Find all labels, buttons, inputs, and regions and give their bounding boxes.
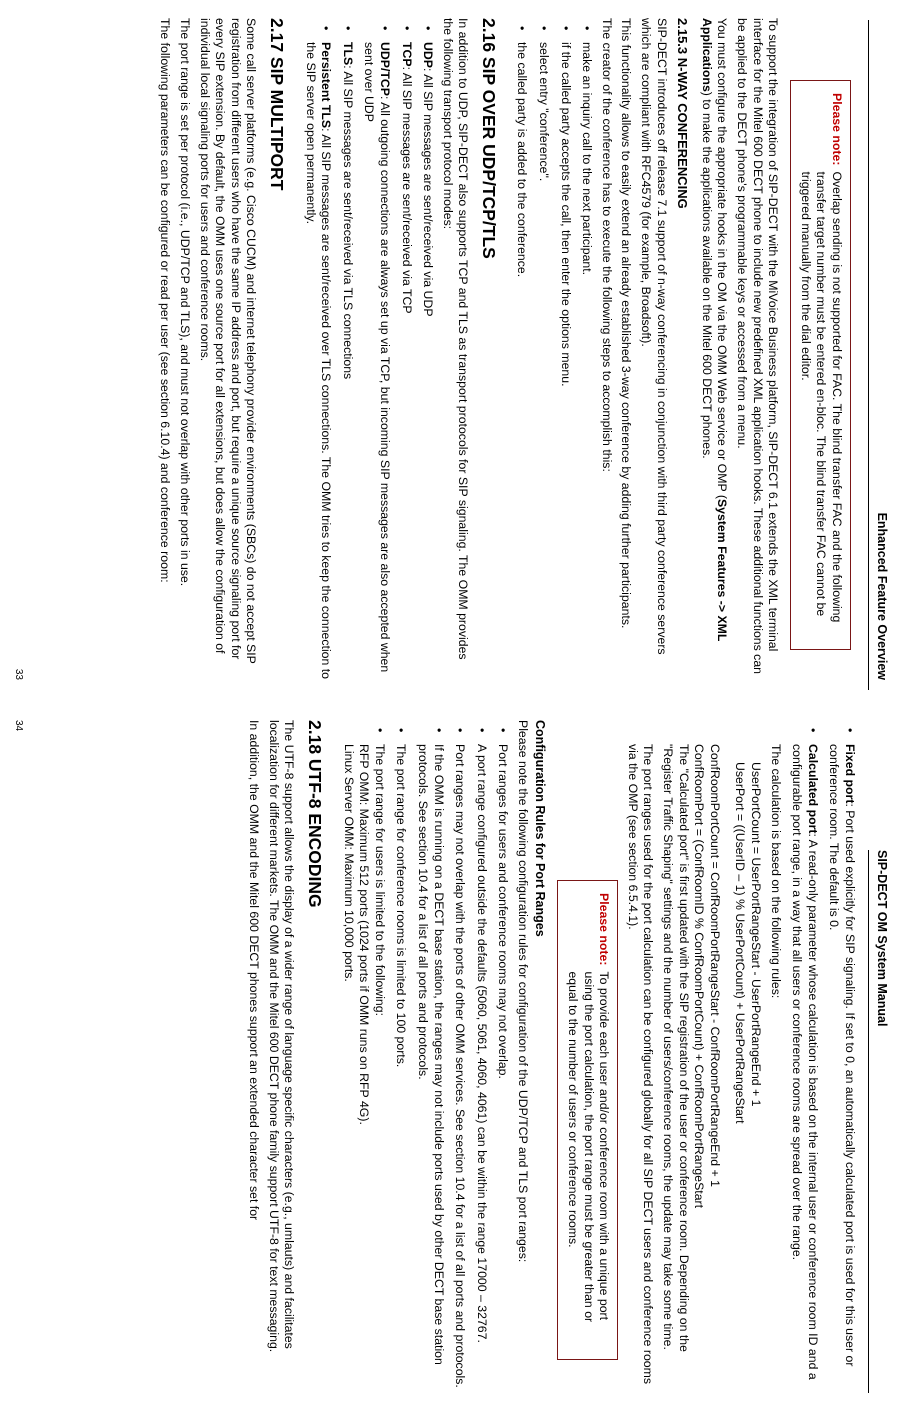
please-note-box <box>558 880 619 1360</box>
desc: : All SIP messages are sent/received over TLS connections. The OMM tries to keep the connection to the SIP server open permanently. <box>303 42 334 680</box>
desc: : Port used explicitly for SIP signaling. If set to 0, an automatically calculated port is used for this user or conference room. The default is 0. <box>827 744 857 1367</box>
list-item: • The port range for conference rooms is limited to 100 ports. <box>393 744 409 1390</box>
page-number: 33 <box>12 668 24 680</box>
item-text: • The port range for users is limited to the following: <box>372 744 387 1017</box>
formula-line: UserPortCount = UserPortRangeStart - UserPortRangeEnd + 1 <box>749 762 764 1107</box>
paragraph: In addition to UDP, SIP-DECT also supports TCP and TLS as transport protocols for SIP signaling. The OMM provides the following transport protocol modes: <box>440 18 471 660</box>
desc: : All SIP messages are sent/received via TLS connections <box>340 65 355 380</box>
formula-line: UserPort = ((UserID – 1) % UserPortCount) + UserPortRangeStart <box>733 762 748 1124</box>
section-heading-2-16: 2.16 SIP OVER UDP/TCP/TLS <box>478 18 499 259</box>
please-note-box <box>790 80 851 650</box>
port-parameters-list <box>789 720 857 1390</box>
conf-room-port-formulas <box>691 720 722 1390</box>
list-item <box>826 744 857 1390</box>
text-span: ) to make the applications available on the Mitel 600 DECT phones. <box>699 91 714 459</box>
page-header: SIP-DECT OM System Manual <box>875 850 889 1027</box>
paragraph: This functionality allows to easily extend an already established 3-way conference by adding further participants. <box>619 18 634 629</box>
section-heading-2-17: 2.17 SIP MULTIPORT <box>266 18 287 191</box>
paragraph: The "Calculated port" is first updated with the SIP registration of the user or conference room. Depending on the "Register Traffic Shaping" settings and the number of users/conference rooms, the update may take some time. <box>661 744 691 1352</box>
list-item: • the called party is added to the conference. <box>514 42 530 680</box>
term: UDP <box>421 42 436 68</box>
list-item <box>361 42 392 680</box>
paragraph: Some call server platforms (e.g. Cisco CUCM) and internet telephony provider environments (SBCs) do not accept SIP registration from different users who have the same IP address and port, but require a unique source signaling port for every SIP extension. By default, the OMM uses one source port for all extensions, but does allow the configuration of individual local signaling ports for users and conference rooms. <box>197 18 259 664</box>
term: Calculated port <box>805 744 820 834</box>
section-heading-2-15-3: 2.15.3 N-WAY CONFERENCING <box>675 18 691 209</box>
paragraph: The port range is set per protocol (i.e., UDP/TCP and TLS), and must not overlap with other ports in use. <box>178 18 192 587</box>
paragraph: The calculation is based on the following rules: <box>768 744 783 999</box>
page-body <box>153 18 857 680</box>
paragraph: In addition, the OMM and the Mitel 600 DECT phones support an extended character set for <box>247 720 262 1221</box>
list-item: • If the OMM is running on a DECT base station, the ranges may not include ports used by other DECT base station protocols. See section 10.4 for a list of all ports and protocols. <box>414 744 445 1390</box>
page-33 <box>0 0 901 700</box>
formula-line: ConfRoomPort = (ConfRoomID % ConfRoomPortCount) + ConfRoomPortRangeStart <box>692 744 707 1209</box>
section-heading-2-18: 2.18 UTF-8 ENCODING <box>304 720 325 908</box>
desc: : All outgoing connections are always set up via TCP, but incoming SIP messages are also accepted when sent over UDP <box>362 42 392 673</box>
paragraph: Please note the following configuration rules for configuration of the UDP/TCP and TLS port ranges: <box>515 720 530 1263</box>
note-text: Overlap sending is not supported for FAC. The blind transfer FAC and the following transfer target number must be entered en-bloc. The blind transfer FAC cannot be triggered manually from the dial editor. <box>798 171 844 623</box>
list-item: • Port ranges may not overlap with the ports of other OMM services. See section 10.4 for a list of all ports and protocols. <box>452 744 468 1390</box>
text-span: You must configure the appropriate hooks in the OM via the OMM Web service or OMP ( <box>715 18 730 499</box>
list-item <box>789 744 820 1390</box>
list-item: • make an inquiry call to the next participant. <box>579 42 595 680</box>
desc: : A read-only parameter whose calculation is based on the internal user or conference room ID and a configurable port range, in a way that all users or conference rooms are spread over the range. <box>790 744 820 1380</box>
transport-modes-list <box>302 18 435 680</box>
menu-path: System Features -> XML Applications <box>699 18 730 642</box>
page-34 <box>0 700 901 1403</box>
page-number: 34 <box>12 720 24 732</box>
list-item: • if the called party accepts the call, then enter the options menu. <box>557 42 573 680</box>
paragraph: The UTF-8 support allows the display of a wider range of language specific characters (e.g., umlauts) and facilitates localization for different markets. The OMM and the Mitel 600 DECT phone family support UTF-8 for text messaging. <box>266 720 297 1353</box>
term: UDP/TCP <box>377 42 392 96</box>
paragraph: The port ranges used for the port calculation can be configured globally for all SIP DECT users and conference rooms via the OMP (see section 6.5.4.1). <box>625 744 656 1385</box>
page-body <box>242 720 857 1390</box>
list-item <box>339 42 355 680</box>
desc: : All SIP messages are sent/received via UDP <box>421 67 436 317</box>
header-rule <box>868 850 869 1393</box>
paragraph: To support the integration of SIP-DECT with the MiVoice Business platform, SIP-DECT 6.1 extends the XML terminal interface for the Mitel 600 DECT phone to include new predefined XML application hooks. These additional functions can be applied to the DECT phone's programmable keys or accessed from a menu. <box>735 18 781 675</box>
header-rule <box>868 20 869 690</box>
term: TLS <box>340 42 355 66</box>
paragraph: The following parameters can be configured or read per user (see section 6.10.4) and conference room: <box>158 18 173 583</box>
item-line: RFP OMM: Maximum 512 ports (1024 ports if OMM runs on RFP 4G). <box>357 744 372 1125</box>
list-item <box>398 42 414 680</box>
term: Fixed port <box>843 744 857 804</box>
paragraph: The creator of the conference has to execute the following steps to accomplish this: <box>599 18 614 472</box>
note-label: Please note: <box>597 893 612 966</box>
user-port-formulas <box>732 720 763 1390</box>
term: TCP <box>399 42 414 67</box>
config-rules-list <box>340 720 510 1390</box>
term: Persistent TLS <box>319 42 334 129</box>
note-text: To provide each user and/or conference room with a unique port using the port calculation, the port range must be greater than or equal to the number of users or conference rooms. <box>566 971 612 1323</box>
formula-line: ConfRoomPortCount = ConfRoomPortRangeStart - ConfRoomPortRangeEnd + 1 <box>707 744 722 1187</box>
list-item <box>420 42 436 680</box>
list-item <box>302 42 333 680</box>
paragraph <box>698 18 729 680</box>
conference-steps-list <box>514 18 594 680</box>
list-item: • select entry "conference". <box>536 42 552 680</box>
note-label: Please note: <box>830 93 844 166</box>
list-item: • Port ranges for users and conference rooms may not overlap. <box>495 744 511 1390</box>
item-line: Linux Server OMM: Maximum 10,000 ports. <box>341 744 356 982</box>
subheading-config-rules: Configuration Rules for Port Ranges <box>533 720 548 937</box>
desc: : All SIP messages are sent/received via TCP <box>399 66 414 314</box>
paragraph: SIP-DECT introduces off release 7.1 support of n-way conferencing in conjunction with third party conference servers which are compliant with RFC4579 (for example, Broadsoft). <box>639 18 669 655</box>
list-item <box>340 744 387 1390</box>
list-item: • A port range configured outside the defaults (5060, 5061, 4060, 4061) can be within the range 17000 – 32767. <box>473 744 489 1390</box>
page-header: Enhanced Feature Overview <box>875 512 889 680</box>
